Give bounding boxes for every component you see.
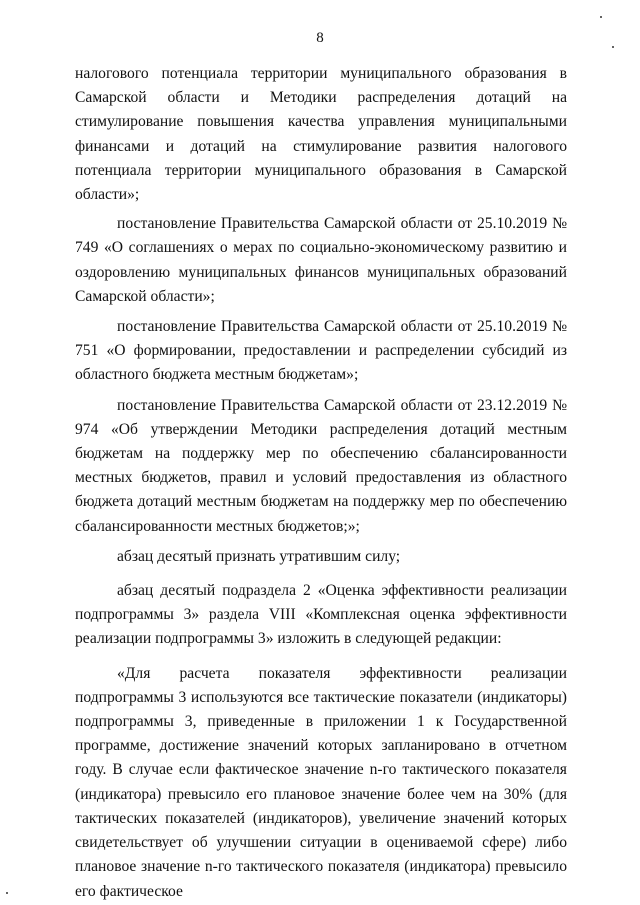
paragraph-repeal: абзац десятый признать утратившим силу;: [117, 547, 401, 565]
scan-dot: [600, 16, 602, 18]
document-body: [75, 62, 567, 904]
page-number: 8: [316, 30, 324, 46]
paragraph-amendment: абзац десятый подраздела 2 «Оценка эффективности реализации подпрограммы 3» раздела VIII «Комплексная оценка эффективности реализации подпрограммы 3» изложить в следующей редакции:: [75, 582, 567, 648]
paragraph-decree-751: постановление Правительства Самарской области от 25.10.2019 № 751 «О формировании, предоставлении и распределении субсидий из областного бюджета местным бюджетам»;: [75, 318, 567, 384]
paragraph-continuation: налогового потенциала территории муниципального образования в Самарской области и Методики распределения дотаций на стимулирование повышения качества управления муниципальными финансами и дотаций на стимулирование развития налогового потенциала территории муниципального образования в Самарской области»;: [75, 65, 567, 204]
scan-dot: [612, 46, 614, 48]
paragraph-decree-749: постановление Правительства Самарской области от 25.10.2019 № 749 «О соглашениях о мерах по социально-экономическому развитию и оздоровлению муниципальных финансов муниципальных образований Самарской области»;: [75, 215, 567, 305]
paragraph-decree-974: постановление Правительства Самарской области от 23.12.2019 № 974 «Об утверждении Методики распределения дотаций местным бюджетам на поддержку мер по обеспечению сбалансированности местных бюджетов, правил и условий предоставления из областного бюджета дотаций местным бюджетам на поддержку мер по обеспечению сбалансированности местных бюджетов;»;: [75, 396, 567, 535]
paragraph-new-wording: «Для расчета показателя эффективности реализации подпрограммы 3 используются все тактические показатели (индикаторы) подпрограммы 3, приведенные в приложении 1 к Государственной программе, достижение значений которых запланировано в отчетном году. В случае если фактическое значение n-го тактического показателя (индикатора) превысило его плановое значение более чем на 30% (для тактических показателей (индикаторов), увеличение значений которых свидетельствует об улучшении ситуации в оцениваемой сфере) либо плановое значение n-го тактического показателя (индикатора) превысило его фактическое: [75, 664, 567, 900]
scan-dot: [6, 892, 8, 894]
